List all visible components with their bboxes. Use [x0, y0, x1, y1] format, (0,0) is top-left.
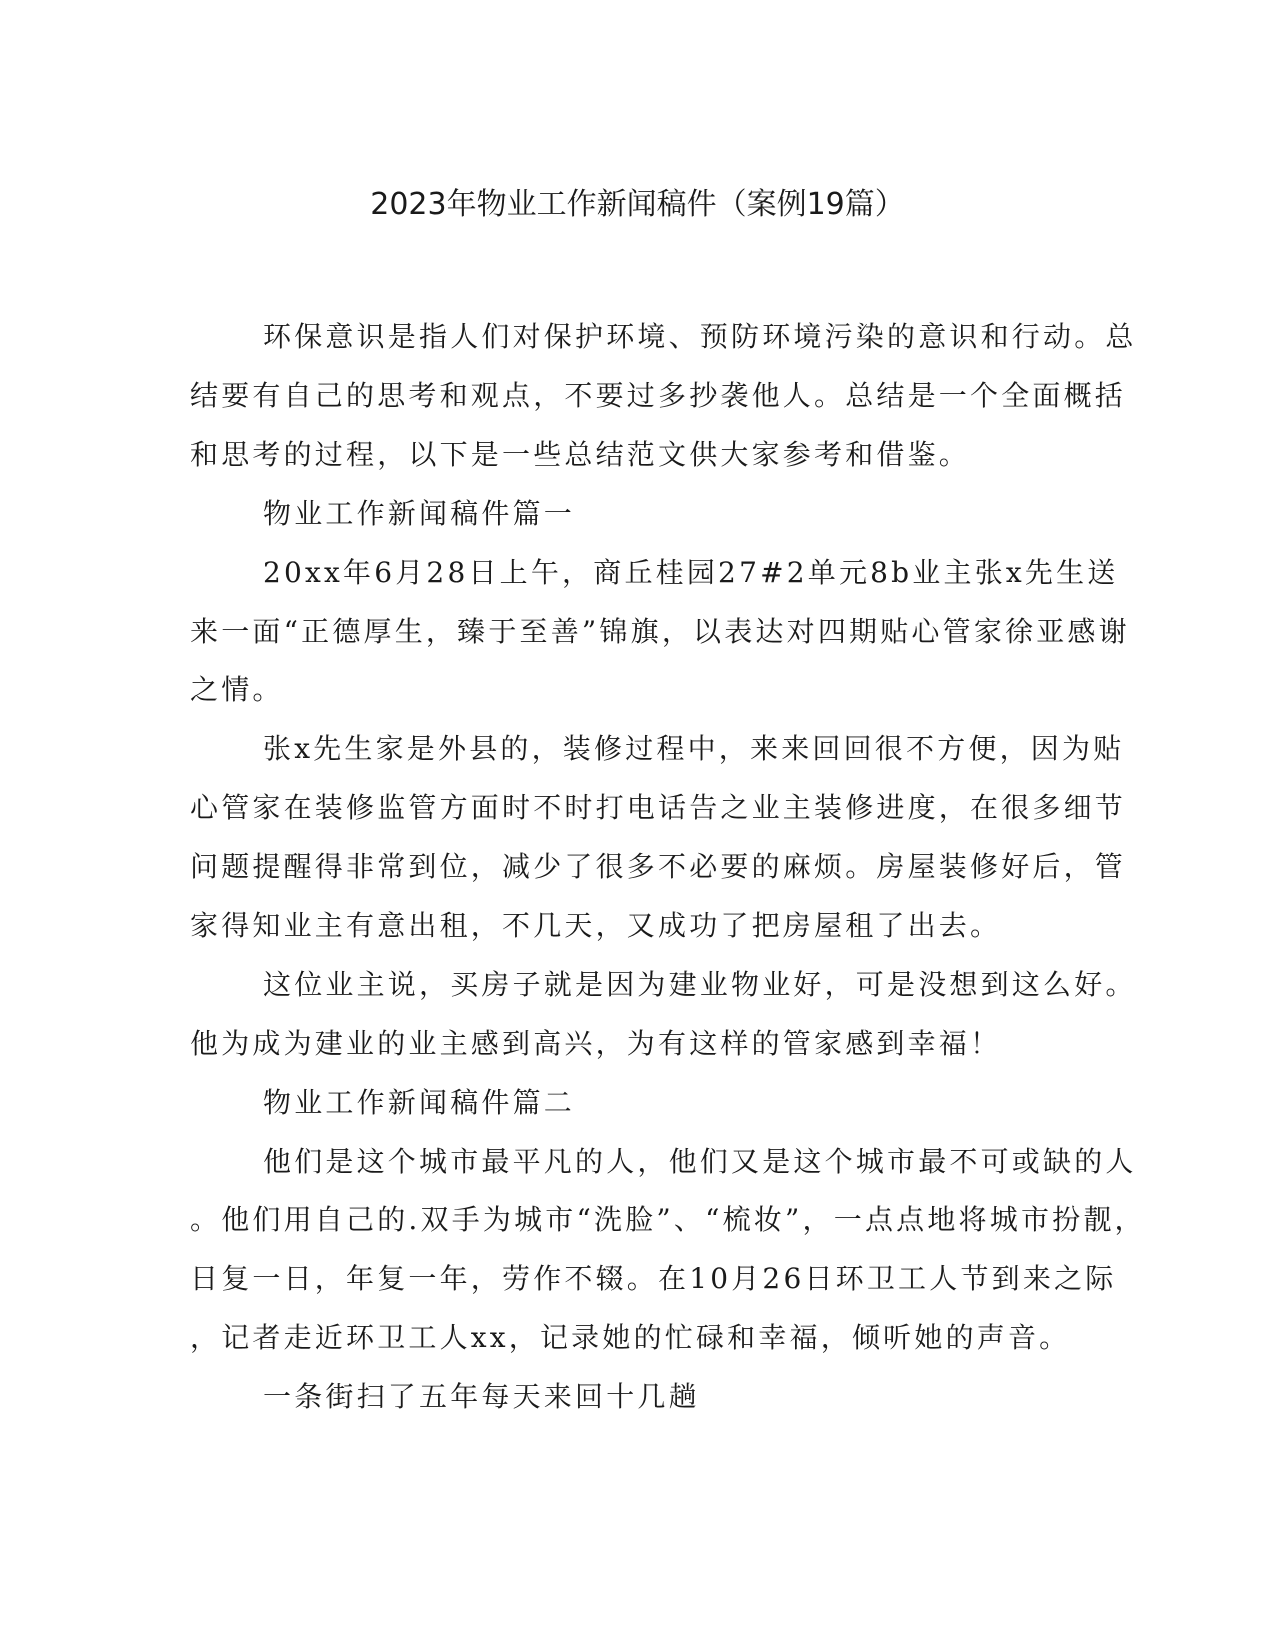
paragraph-line: 之情。 [190, 673, 284, 706]
paragraph-line: 环保意识是指人们对保护环境、预防环境污染的意识和行动。总 [263, 320, 1137, 353]
document-title: 2023年物业工作新闻稿件（案例19篇） [370, 187, 905, 222]
paragraph-line: 心管家在装修监管方面时不时打电话告之业主装修进度，在很多细节 [190, 791, 1127, 824]
paragraph-line: 张x先生家是外县的，装修过程中，来来回回很不方便，因为贴 [263, 732, 1125, 765]
subheading-line: 一条街扫了五年每天来回十几趟 [263, 1380, 700, 1413]
paragraph-line: 结要有自己的思考和观点，不要过多抄袭他人。总结是一个全面概括 [190, 379, 1127, 412]
section-heading: 物业工作新闻稿件篇二 [263, 1086, 576, 1119]
paragraph-line: 。他们用自己的.双手为城市“洗脸”、“梳妆”，一点点地将城市扮靓， [190, 1203, 1146, 1236]
paragraph-line: 他为成为建业的业主感到高兴，为有这样的管家感到幸福！ [190, 1027, 1002, 1060]
paragraph-line: 日复一日，年复一年，劳作不辍。在10月26日环卫工人节到来之际 [190, 1262, 1117, 1295]
paragraph-line: 20xx年6月28日上午，商丘桂园27#2单元8b业主张x先生送 [263, 556, 1119, 589]
paragraph-line: 来一面“正德厚生，臻于至善”锦旗，以表达对四期贴心管家徐亚感谢 [190, 615, 1130, 648]
paragraph-line: 和思考的过程，以下是一些总结范文供大家参考和借鉴。 [190, 438, 971, 471]
paragraph-line: 问题提醒得非常到位，减少了很多不必要的麻烦。房屋装修好后，管 [190, 850, 1127, 883]
paragraph-line: 家得知业主有意出租，不几天，又成功了把房屋租了出去。 [190, 909, 1002, 942]
paragraph-line: ，记者走近环卫工人xx，记录她的忙碌和幸福，倾听她的声音。 [190, 1321, 1071, 1354]
paragraph-line: 这位业主说，买房子就是因为建业物业好，可是没想到这么好。 [263, 968, 1137, 1001]
paragraph-line: 他们是这个城市最平凡的人，他们又是这个城市最不可或缺的人 [263, 1145, 1137, 1178]
section-heading: 物业工作新闻稿件篇一 [263, 497, 576, 530]
